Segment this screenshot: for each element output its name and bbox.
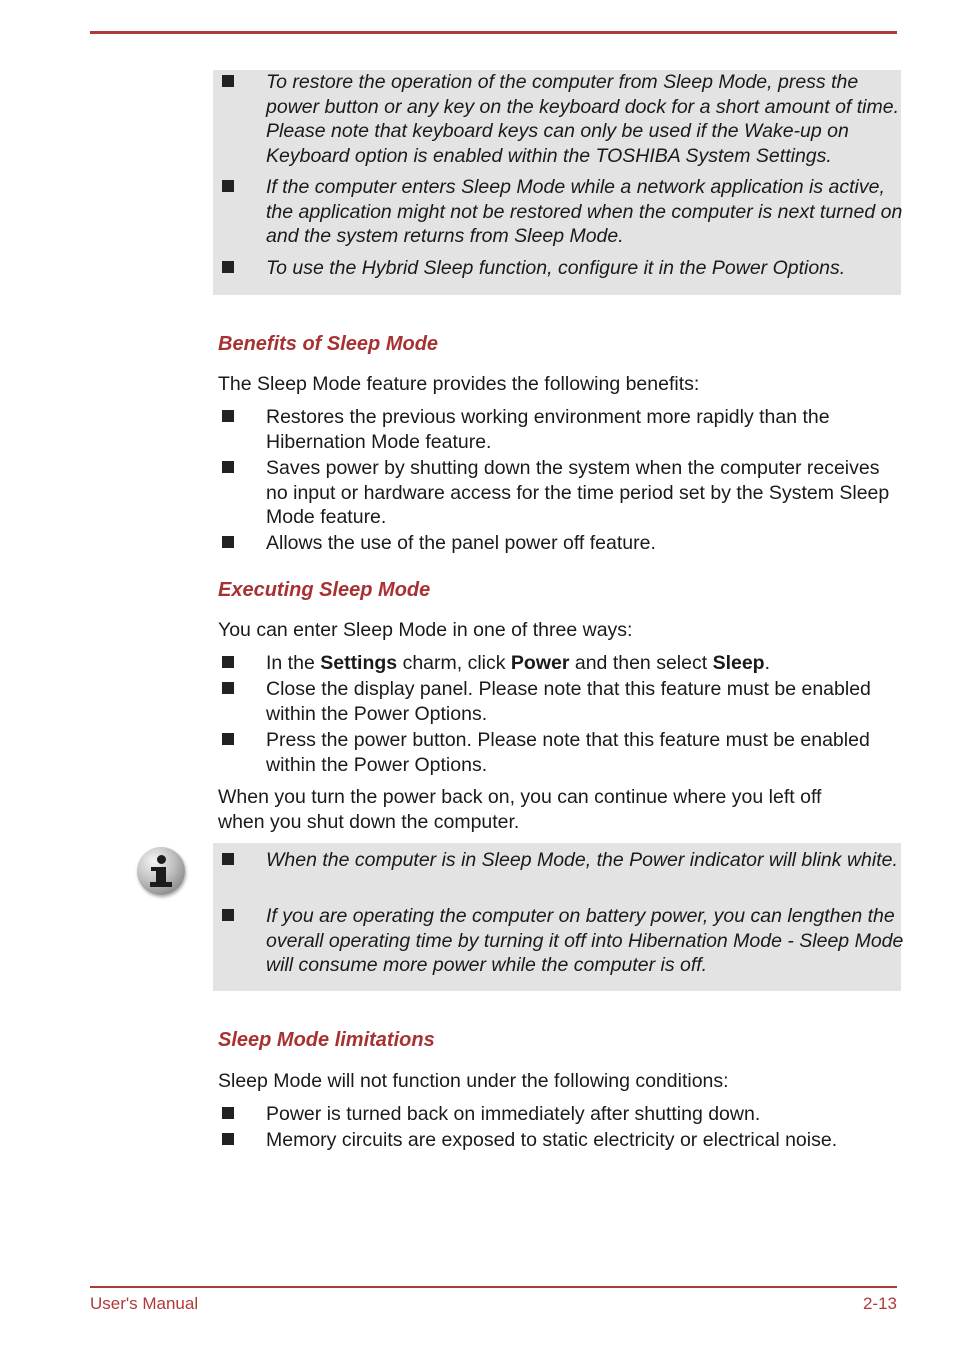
list-text: Saves power by shutting down the system when the computer receives no input or hardware access for the time period set by the System Sleep Mode feature.: [266, 457, 890, 528]
list-text: Close the display panel. Please note that this feature must be enabled within the Power Options.: [266, 678, 871, 725]
note-box-sleep: [213, 70, 901, 295]
note-text: When the computer is in Sleep Mode, the Power indicator will blink white.: [266, 849, 898, 871]
text-run: and then select: [569, 652, 713, 674]
benefits-intro: The Sleep Mode feature provides the following benefits:: [218, 373, 700, 395]
bullet-icon: [222, 1107, 234, 1119]
list-text: Press the power button. Please note that this feature must be enabled within the Power Options.: [266, 729, 870, 776]
note-text: To restore the operation of the computer from Sleep Mode, press the power button or any key on the keyboard dock for a short amount of time. Please note that keyboard keys can only be used if the Wake-up on Keyboard option is enabled within the TOSHIBA System Settings.: [266, 71, 900, 167]
executing-outro: When you turn the power back on, you can continue where you left off when you shut down the computer.: [218, 786, 822, 833]
note-box-info: [213, 843, 904, 991]
note-text: If you are operating the computer on battery power, you can lengthen the overall operating time by turning it off into Hibernation Mode - Sleep Mode will consume more power while the computer is off.: [266, 905, 904, 976]
bullet-icon: [222, 682, 234, 694]
sleep-label: Sleep: [712, 652, 765, 674]
header-rule: [90, 31, 897, 34]
list-text: [266, 651, 906, 676]
bullet-icon: [222, 180, 234, 192]
text-run: In the: [266, 652, 321, 674]
info-icon: [137, 847, 185, 895]
bullet-icon: [222, 75, 234, 87]
footer-page-number: 2-13: [862, 1294, 897, 1313]
list-text: Restores the previous working environment more rapidly than the Hibernation Mode feature.: [266, 406, 830, 453]
footer-manual-title: User's Manual: [90, 1294, 199, 1313]
bullet-icon: [222, 1133, 234, 1145]
bullet-icon: [222, 410, 234, 422]
bullet-icon: [222, 909, 234, 921]
footer-rule: [90, 1286, 897, 1288]
section-heading-benefits: Benefits of Sleep Mode: [218, 333, 439, 355]
power-label: Power: [510, 652, 570, 674]
text-run: charm, click: [397, 652, 511, 674]
list-text: Power is turned back on immediately after shutting down.: [266, 1103, 761, 1125]
list-text: Allows the use of the panel power off feature.: [266, 532, 656, 554]
note-text: If the computer enters Sleep Mode while a network application is active, the application might not be restored when the computer is next turned on and the system returns from Sleep Mode.: [266, 176, 903, 247]
executing-intro: You can enter Sleep Mode in one of three ways:: [218, 619, 633, 641]
section-heading-limitations: Sleep Mode limitations: [218, 1029, 435, 1051]
list-text: Memory circuits are exposed to static electricity or electrical noise.: [266, 1129, 838, 1151]
section-heading-executing: Executing Sleep Mode: [218, 579, 431, 601]
limitations-intro: Sleep Mode will not function under the following conditions:: [218, 1070, 729, 1092]
text-run: .: [764, 652, 771, 674]
bullet-icon: [222, 853, 234, 865]
bullet-icon: [222, 261, 234, 273]
note-text: To use the Hybrid Sleep function, configure it in the Power Options.: [266, 257, 846, 279]
bullet-icon: [222, 536, 234, 548]
bullet-icon: [222, 461, 234, 473]
bullet-icon: [222, 733, 234, 745]
settings-label: Settings: [320, 652, 398, 674]
bullet-icon: [222, 656, 234, 668]
